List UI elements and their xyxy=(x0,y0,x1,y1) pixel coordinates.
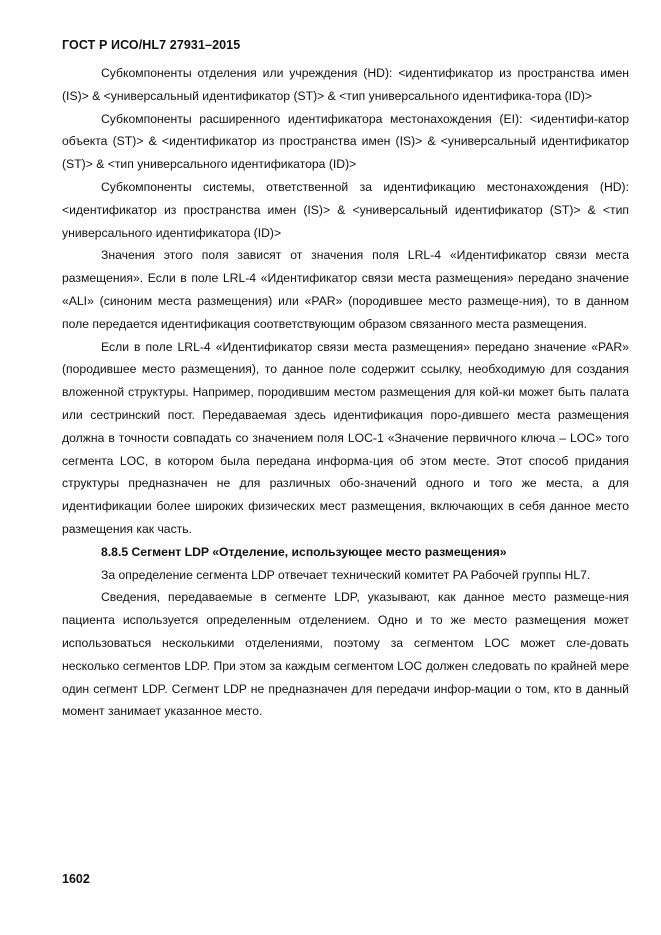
paragraph-ldp-description: Сведения, передаваемые в сегменте LDP, указывают, как данное место размеще-ния пациента используется определенным отделением. Одно и то же место размещения может использоваться несколькими отделениями, поэтому за сегментом LOC может сле-довать несколько сегментов LDP. При этом за каждым сегментом LOC должен следовать по крайней мере один сегмент LDP. Сегмент LDP не предназначен для передачи инфор-мации о том, кто в данный момент занимает указанное место. xyxy=(62,590,629,719)
paragraph-ei-subcomponents: Субкомпоненты расширенного идентификатора местонахождения (EI): <идентифи-катор объекта (ST)> & <идентификатор из пространства имен (IS)> & <универсальный идентификатор (ST)> & <тип универсального идентификатора (ID)> xyxy=(62,111,629,172)
document-header: ГОСТ Р ИСО/HL7 27931–2015 xyxy=(62,38,241,52)
section-heading: 8.8.5 Сегмент LDP «Отделение, использующее место размещения» xyxy=(101,544,507,559)
paragraph-hd-subcomponents: Субкомпоненты отделения или учреждения (HD): <идентификатор из пространства имен (IS)> & <универсальный идентификатор (ST)> & <тип универсального идентифика-тора (ID)> xyxy=(62,66,629,103)
paragraph-field-values: Значения этого поля зависят от значения поля LRL-4 «Идентификатор связи места размещения». Если в поле LRL-4 «Идентификатор связи места размещения» передано значение «ALI» (синоним места размещения) или «PAR» (породившее место размеще-ния), то в данном поле передается идентификация соответствующим образом связанного места размещения. xyxy=(62,248,629,331)
paragraph-system-subcomponents: Субкомпоненты системы, ответственной за идентификацию местонахождения (HD): <идентификатор из пространства имен (IS)> & <универсальный идентификатор (ST)> & <тип универсального идентификатора (ID)> xyxy=(62,179,629,240)
page-number: 1602 xyxy=(62,872,90,886)
paragraph-ldp-responsibility: За определение сегмента LDP отвечает технический комитет PA Рабочей группы HL7. xyxy=(101,567,591,582)
paragraph-par-reference: Если в поле LRL-4 «Идентификатор связи места размещения» передано значение «PAR» (породившее место размещения), то данное поле содержит ссылку, необходимую для создания вложенной структуры. Например, породившим местом размещения для кой-ки может быть палата или сестринский пост. Передаваемая здесь идентификация поро-дившего места размещения должна в точности совпадать со значением поля LOC-1 «Значение первичного ключа – LOC» того сегмента LOC, в котором была передана информа-ция об этом месте. Этот способ придания структуры предназначен не для различных обо-значений одного и того же места, а для идентификации более широких физических мест размещения, включающих в себя данное место размещения как часть. xyxy=(62,339,629,536)
body-text xyxy=(62,62,629,723)
